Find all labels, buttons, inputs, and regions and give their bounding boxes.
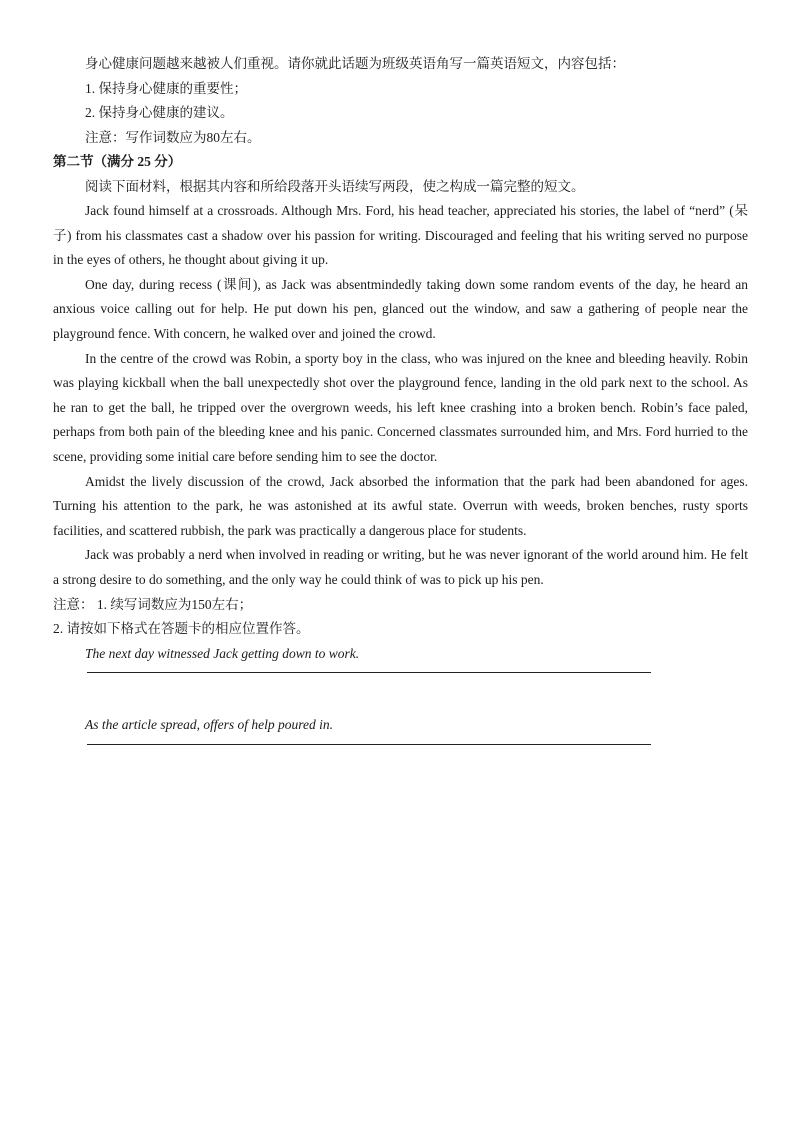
exam-page [53, 52, 748, 745]
passage-paragraph-2: One day, during recess (课间), as Jack was absentmindedly taking down some random events of the day, he heard an anxious voice calling out for help. He put down his pen, glanced out the window, and saw a gathering of people near the playground fence. With concern, he walked over and joined the crowd. [53, 276, 748, 341]
continuation-note-1: 注意： 1. 续写词数应为150左右； [53, 596, 253, 612]
passage-paragraph-5: Jack was probably a nerd when involved in reading or writing, but he was never ignorant of the world around him. He felt a strong desire to do something, and the only way he could think of was to pick up his pen. [53, 547, 748, 587]
section-title: 第二节（满分 25 分） [53, 154, 182, 169]
section-instruction: 阅读下面材料，根据其内容和所给段落开头语续写两段，使之构成一篇完整的短文。 [85, 178, 585, 194]
writing-point-2: 2. 保持身心健康的建议。 [85, 105, 234, 120]
passage-paragraph-3: In the centre of the crowd was Robin, a sporty boy in the class, who was injured on the knee and bleeding heavily. Robin was playing kickball when the ball unexpectedly shot over the playground fence, landing in the old park next to the school. As he ran to get the ball, he tripped over the overgrown weeds, his left knee crashing into a broken bench. Robin’s face paled, perhaps from both pain of the bleeding knee and his panic. Concerned classmates surrounded him, and Mrs. Ford hurried to the scene, providing some initial care before sending him to see the doctor. [53, 350, 748, 464]
answer-line-2 [87, 744, 651, 745]
continuation-note-2: 2. 请按如下格式在答题卡的相应位置作答。 [53, 621, 310, 636]
writing-prompt: 身心健康问题越来越被人们重视。请你就此话题为班级英语角写一篇英语短文，内容包括： [85, 56, 625, 71]
opening-sentence-1: The next day witnessed Jack getting down to work. [85, 645, 360, 661]
opening-sentence-2: As the article spread, offers of help poured in. [85, 717, 333, 732]
writing-point-1: 1. 保持身心健康的重要性； [85, 80, 247, 96]
passage-paragraph-1: Jack found himself at a crossroads. Although Mrs. Ford, his head teacher, appreciated his stories, the label of “nerd” (呆子) from his classmates cast a shadow over his passion for writing. Discouraged and feeling that his writing served no purpose in the eyes of others, he thought about giving it up. [53, 203, 748, 268]
passage-paragraph-4: Amidst the lively discussion of the crowd, Jack absorbed the information that the park had been abandoned for ages. Turning his attention to the park, he was astonished at its awful state. Overrun with weeds, broken benches, rusty sports facilities, and scattered rubbish, the park was practically a dangerous place for students. [53, 473, 748, 538]
answer-line-1 [87, 672, 651, 673]
writing-note: 注意：写作词数应为80左右。 [85, 129, 261, 145]
